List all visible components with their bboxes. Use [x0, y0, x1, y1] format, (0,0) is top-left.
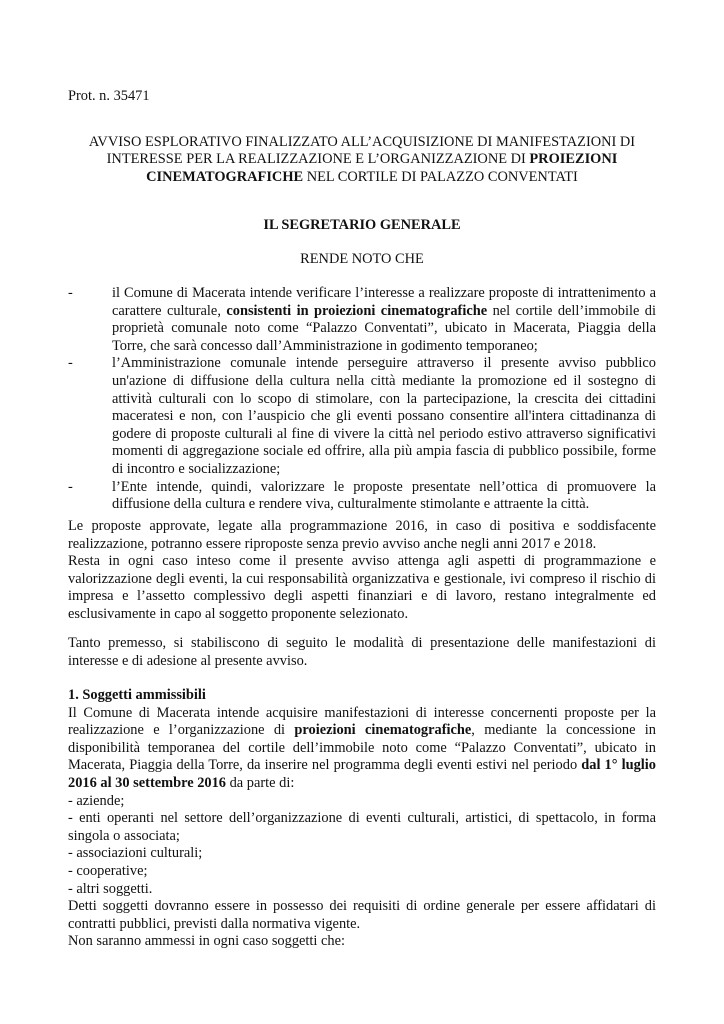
bullet-text: l’Ente intende, quindi, valorizzare le proposte presentate nell’ottica di promuovere la diffusione della cultura e rendere viva, culturalmente stimolante e attraente la città. [112, 478, 656, 513]
title-text-post: NEL CORTILE DI PALAZZO CONVENTATI [303, 168, 578, 185]
bullet-text: l’Amministrazione comunale intende perseguire attraverso il presente avviso pubblico un'azione di diffusione della cultura nella città mediante la promozione ed il sostegno di attività culturali con lo scopo di stimolare, con la partecipazione, la crescita dei cittadini maceratesi e non, con l’auspicio che gli eventi possano consentire all'intera cittadinanza di godere di proposte culturali al fine di vivere la città nel periodo estivo attraverso significativi momenti di aggregazione sociale ed offrire, alla più ampia fascia di pubblico possibile, forme di incontro e socializzazione; [112, 355, 656, 477]
list-item: - aziende; [68, 792, 125, 809]
heading-segretario: IL SEGRETARIO GENERALE [263, 217, 461, 233]
paragraph-premesso: Tanto premesso, si stabiliscono di seguito le modalità di presentazione delle manifestazioni di interesse e di adesione al presente avviso. [68, 635, 656, 669]
title-text-pre: AVVISO ESPLORATIVO FINALIZZATO ALL’ACQUISIZIONE DI MANIFESTAZIONI DI INTERESSE PER LA REALIZZAZIONE E L’ORGANIZZAZIONE DI [88, 134, 636, 168]
intro-bold-dates: dal 1° luglio 2016 al 30 settembre 2016 [68, 757, 657, 791]
list-item: - enti operanti nel settore dell’organizzazione di eventi culturali, artistici, di spettacolo, in forma singola o associata; [68, 810, 656, 844]
subheading-rende-noto: RENDE NOTO CHE [300, 251, 424, 267]
protocol-number: Prot. n. 35471 [68, 88, 150, 104]
paragraph-line: Le proposte approvate, legate alla programmazione 2016, in caso di positiva e soddisfacente realizzazione, potranno essere riproposte senza previo avviso anche negli anni 2017 e 2018. [68, 518, 656, 552]
section-intro [68, 705, 656, 793]
bullet-text-bold: consistenti in proiezioni cinematografiche [226, 302, 488, 319]
bullet-dash: - [68, 285, 73, 301]
list-item: - associazioni culturali; [68, 845, 203, 862]
bullet-text-post: nel cortile dell’immobile di proprietà comunale noto come “Palazzo Conventati”, ubicato in Macerata, Piaggia della Torre, che sarà concesso dall’Amministrazione in godimento temporaneo; [112, 302, 657, 354]
bullet-dash: - [68, 478, 73, 495]
bullet-text-pre: il Comune di Macerata intende verificare l’interesse a realizzare proposte di intrattenimento a carattere culturale, [112, 285, 656, 319]
requirements-text: Detti soggetti dovranno essere in possesso dei requisiti di ordine generale per essere affidatari di contratti pubblici, previsti dalla normativa vigente. [68, 898, 656, 932]
intro-mid: , mediante la concessione in disponibilità temporanea del cortile dell’immobile noto come “Palazzo Conventati”, ubicato in Macerata, Piaggia della Torre, da inserire nel programma degli eventi estivi nel periodo [68, 722, 657, 774]
paragraph-line: Resta in ogni caso inteso come il presente avviso attenga agli aspetti di programmazione e valorizzazione degli eventi, la cui responsabilità organizzativa e gestionale, ivi compreso il rischio di impresa e l’assetto complessivo degli aspetti finanziari e di lavoro, restano integralmente ed esclusivamente in capo al soggetto proponente selezionato. [68, 553, 656, 622]
intro-post: da parte di: [226, 774, 295, 791]
bullet-item [68, 479, 656, 514]
document-title [68, 134, 656, 186]
title-text-bold: PROIEZIONI CINEMATOGRAFICHE [146, 151, 618, 185]
list-item: - altri soggetti. [68, 880, 153, 897]
section-title [68, 687, 656, 705]
section-soggetti-ammissibili [68, 687, 656, 951]
bullet-dash: - [68, 355, 73, 372]
list-item: - cooperative; [68, 862, 148, 879]
bullet-item [68, 285, 656, 355]
paragraph-proposte [68, 518, 656, 624]
bullet-list [68, 285, 656, 514]
section-title-text: 1. Soggetti ammissibili [68, 687, 206, 703]
intro-pre: Il Comune di Macerata intende acquisire manifestazioni di interesse concernenti proposte per la realizzazione e l’organizzazione di [68, 704, 656, 739]
bullet-item [68, 355, 656, 478]
exclusion-text: Non saranno ammessi in ogni caso soggetti che: [68, 933, 345, 950]
intro-bold: proiezioni cinematografiche [294, 722, 472, 739]
